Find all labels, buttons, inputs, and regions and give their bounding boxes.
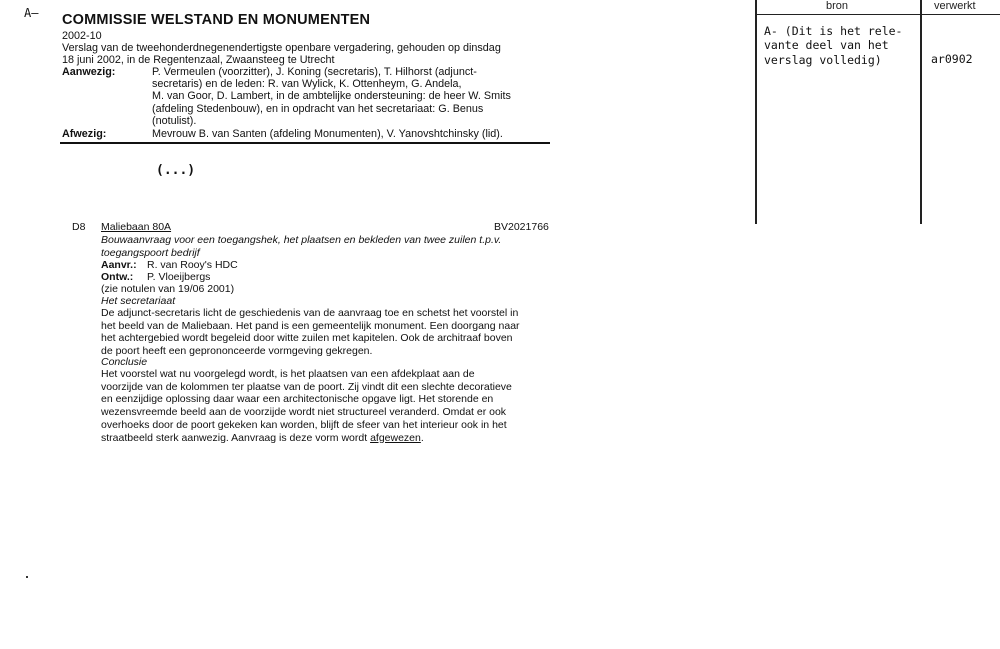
- secretariat-line: het beeld van de Maliebaan. Het pand is een gemeentelijk monument. Een doorgang naar: [101, 319, 520, 332]
- document-title: COMMISSIE WELSTAND EN MONUMENTEN: [62, 12, 371, 28]
- table-left-border: [755, 0, 757, 224]
- source-note-line: A- (Dit is het rele-: [764, 24, 903, 38]
- source-note-line: vante deel van het: [764, 38, 889, 53]
- report-line-2: 18 juni 2002, in de Regentenzaal, Zwaansteeg te Utrecht: [62, 54, 335, 66]
- present-label: Aanwezig:: [62, 66, 116, 78]
- table-column-divider: [920, 0, 922, 224]
- present-line: secretaris) en de leden: R. van Wylick, K. Ottenheym, G. Andela,: [152, 78, 462, 91]
- attendance-block: [62, 66, 552, 131]
- report-line-1: Verslag van de tweehonderdnegenendertigste openbare vergadering, gehouden op dinsdag: [62, 42, 501, 54]
- conclusion-period: .: [420, 431, 424, 444]
- present-line: (afdeling Stedenbouw), en in opdracht van het secretariaat: G. Benus: [152, 102, 484, 115]
- present-line: (notulist).: [152, 114, 197, 127]
- margin-dot: [26, 576, 28, 578]
- conclusion-last-line: [101, 432, 561, 445]
- archive-code: ar0902: [931, 52, 973, 66]
- present-line: M. van Goor, D. Lambert, in de ambtelijke ondersteuning: de heer W. Smits: [152, 90, 511, 103]
- description-line: toegangspoort bedrijf: [101, 246, 200, 259]
- item-reference: BV2021766: [494, 221, 549, 233]
- conclusion-paragraph: [101, 368, 561, 444]
- applicant: R. van Rooy's HDC: [147, 259, 238, 271]
- conclusion-heading: Conclusie: [101, 356, 148, 368]
- designer: P. Vloeijbergs: [147, 271, 211, 283]
- meeting-number: 2002-10: [62, 30, 102, 42]
- secretariat-line: het achtergebied wordt begeleid door witte zuilen met kapitelen. Ook de architraaf boven: [101, 332, 513, 345]
- absent-text: Mevrouw B. van Santen (afdeling Monumenten), V. Yanovshtchinsky (lid).: [152, 128, 503, 140]
- table-header-divider: [755, 14, 1000, 15]
- conclusion-line: Het voorstel wat nu voorgelegd wordt, is het plaatsen van een afdekplaat aan de: [101, 368, 475, 380]
- present-list: [152, 66, 552, 127]
- present-line: P. Vermeulen (voorzitter), J. Koning (secretaris), T. Hilhorst (adjunct-: [152, 66, 477, 78]
- secretariat-paragraph: [101, 307, 561, 358]
- description-line: Bouwaanvraag voor een toegangshek, het plaatsen en bekleden van twee zuilen t.p.v.: [101, 234, 502, 246]
- conclusion-last-text: straatbeeld sterk aanwezig. Aanvraag is deze vorm wordt: [101, 431, 371, 444]
- item-description: [101, 234, 561, 259]
- conclusion-line: wezensvreemde beeld aan de voorzijde wordt niet structureel veranderd. Omdat er ook: [101, 406, 507, 419]
- header-divider: [60, 142, 550, 144]
- conclusion-line: voorzijde van de kolommen ter plaatse van de poort. Zij vindt dit een slechte decoratieve: [101, 380, 512, 393]
- source-note: [764, 24, 902, 67]
- ellipsis: (...): [156, 163, 196, 178]
- applicant-label: Aanvr.:: [101, 259, 137, 271]
- column-header-bron: bron: [826, 0, 849, 12]
- item-address: Maliebaan 80A: [101, 221, 172, 233]
- column-header-verwerkt: verwerkt: [934, 0, 976, 12]
- verdict: afgewezen: [370, 431, 421, 444]
- designer-label: Ontw.:: [101, 271, 134, 283]
- source-note-line: verslag volledig): [764, 52, 882, 67]
- secretariat-line: De adjunct-secretaris licht de geschiedenis van de aanvraag toe en schetst het voorstel in: [101, 307, 519, 319]
- item-code: D8: [72, 221, 86, 233]
- conclusion-line: en eenzijdige oplossing daar waar een architectonische opgave ligt. Het storende en: [101, 393, 494, 406]
- conclusion-line: overhoeks door de poort gekeken kan worden, blijft de sfeer van het interieur ook in het: [101, 418, 507, 431]
- previous-note: (zie notulen van 19/06 2001): [101, 283, 235, 295]
- secretariat-line: de poort heeft een geprononceerde vormgeving gekregen.: [101, 345, 373, 358]
- margin-mark: A–: [24, 6, 39, 20]
- secretariat-heading: Het secretariaat: [101, 295, 176, 307]
- absent-label: Afwezig:: [62, 128, 107, 140]
